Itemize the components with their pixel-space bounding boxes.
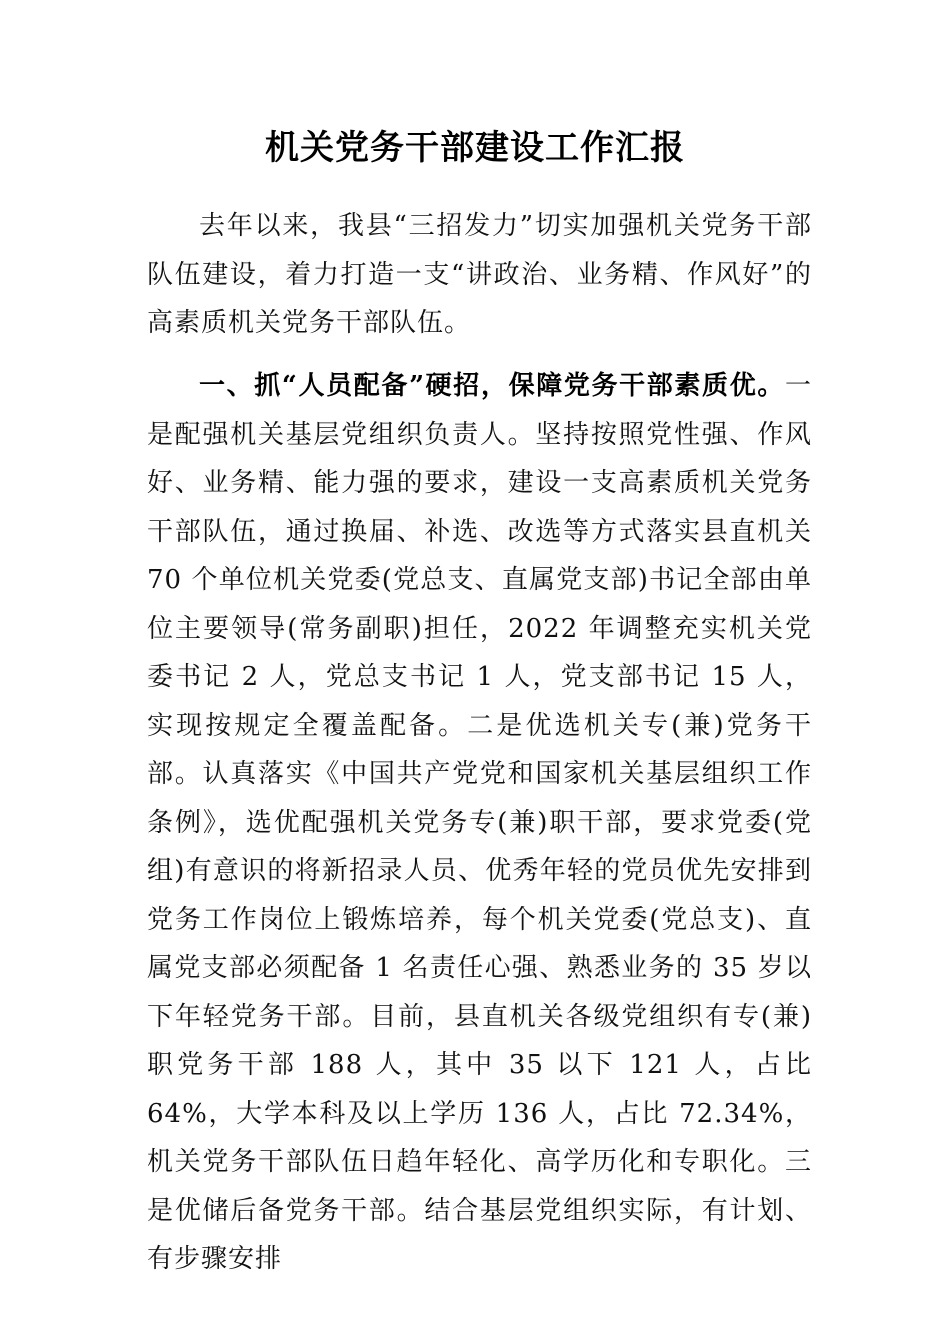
section-1-body: 一是配强机关基层党组织负责人。坚持按照党性强、作风好、业务精、能力强的要求，建设一支高素质机关党务干部队伍，通过换届、补选、改选等方式落实县直机关 70 个单位机关党委(党总支、直属党支部)书记全部由单位主要领导(常务副职)担任，2022 年调整充实机关党委书记 2 人，党总支书记 1 人，党支部书记 15 人，实现按规定全覆盖配备。二是优选机关专(兼)党务干部。认真落实《中国共产党党和国家机关基层组织工作条例》，选优配强机关党务专(兼)职干部，要求党委(党组)有意识的将新招录人员、优秀年轻的党员优先安排到党务工作岗位上锻炼培养，每个机关党委(党总支)、直属党支部必须配备 1 名责任心强、熟悉业务的 35 岁以下年轻党务干部。目前，县直机关各级党组织有专(兼)职党务干部 188 人，其中 35 以下 121 人，占比 64%，大学本科及以上学历 136 人，占比 72.34%，机关党务干部队伍日趋年轻化、高学历化和专职化。三是优储后备党务干部。结合基层党组织实际，有计划、有步骤安排 bbox=[147, 371, 812, 1274]
intro-paragraph: 去年以来，我县“三招发力”切实加强机关党务干部队伍建设，着力打造一支“讲政治、业务精、作风好”的高素质机关党务干部队伍。 bbox=[147, 211, 812, 338]
document-title: 机关党务干部建设工作汇报 bbox=[265, 128, 685, 168]
section-1-paragraph bbox=[147, 362, 812, 1284]
section-1-heading: 一、抓“人员配备”硬招，保障党务干部素质优。 bbox=[199, 371, 785, 401]
